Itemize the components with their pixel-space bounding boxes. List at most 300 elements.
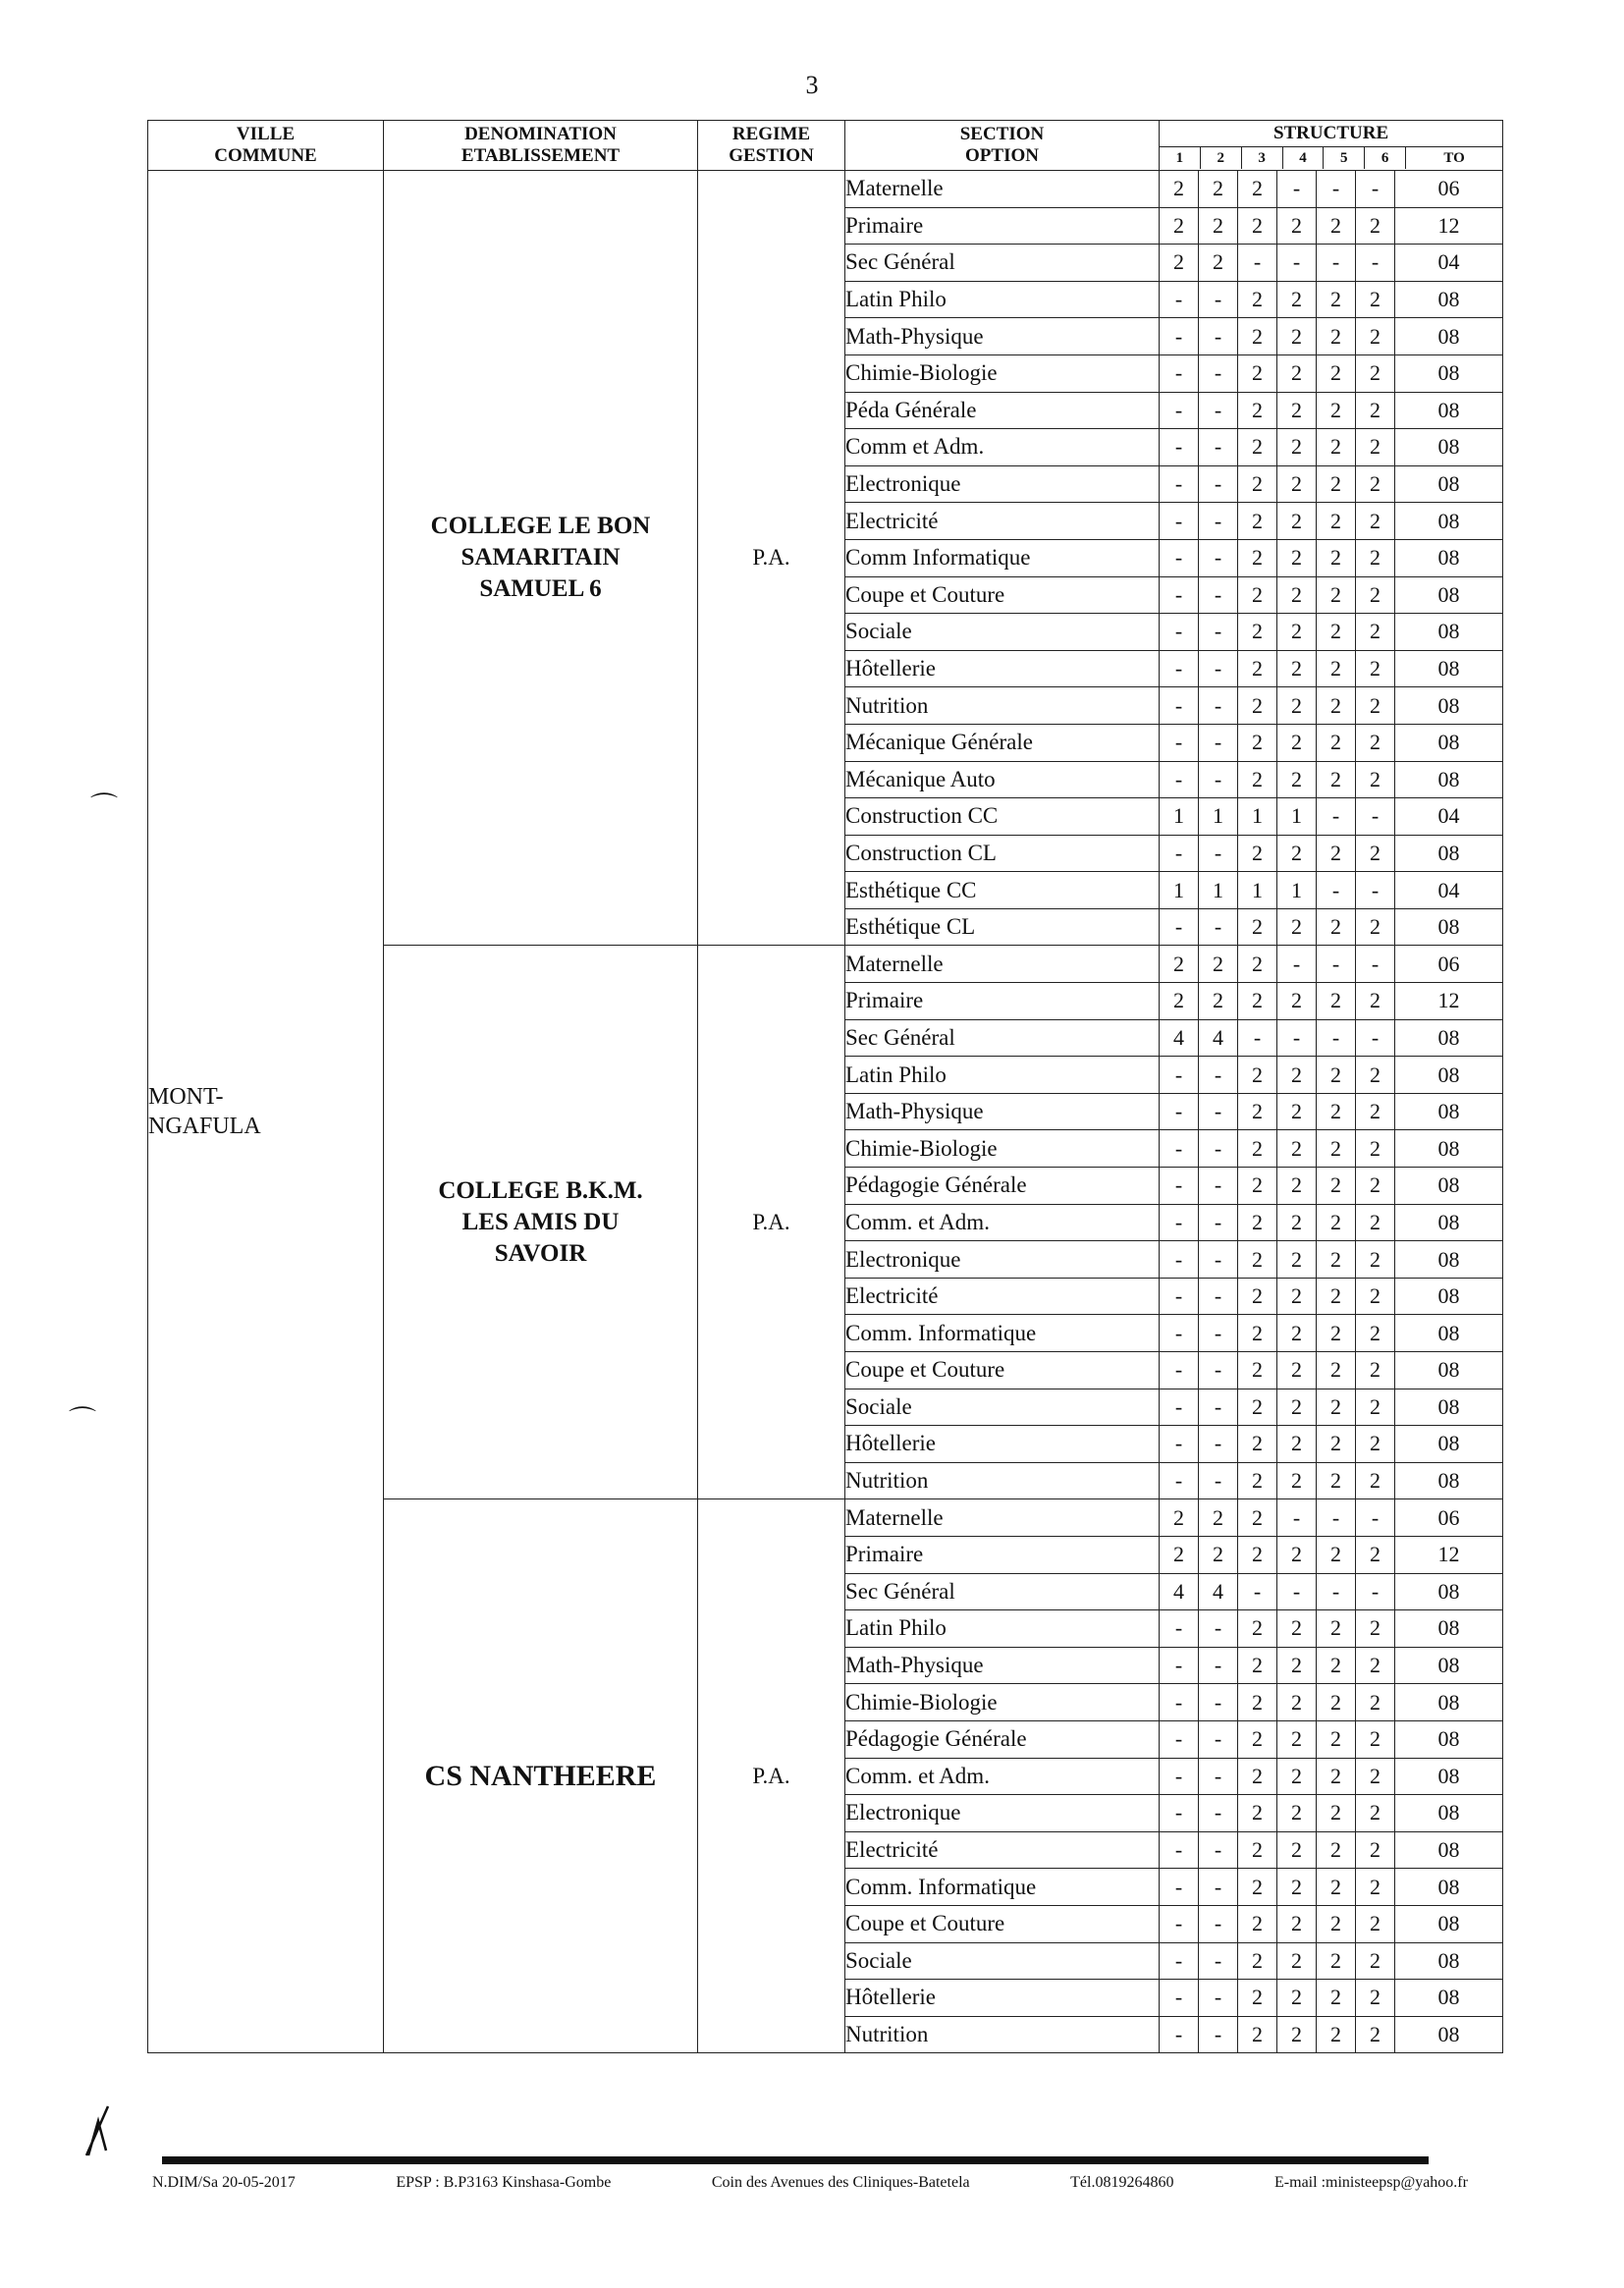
total-cell: 08 [1395, 908, 1503, 946]
structure-cell: - [1199, 1278, 1238, 1315]
structure-cell: 2 [1356, 1869, 1395, 1906]
structure-col-4: 4 [1283, 147, 1325, 169]
section-option: Chimie-Biologie [845, 1130, 1160, 1168]
structure-cell: - [1199, 1130, 1238, 1168]
structure-cell: 2 [1238, 1130, 1277, 1168]
structure-cell: 4 [1199, 1019, 1238, 1057]
section-option: Electricité [845, 503, 1160, 540]
structure-cell: 2 [1317, 1647, 1356, 1684]
section-option: Nutrition [845, 687, 1160, 725]
structure-cell: - [1277, 1499, 1317, 1537]
structure-cell: - [1160, 503, 1199, 540]
structure-cell: 2 [1356, 1536, 1395, 1573]
total-cell: 06 [1395, 1499, 1503, 1537]
structure-cell: 2 [1277, 1905, 1317, 1942]
total-cell: 08 [1395, 281, 1503, 318]
structure-cell: 2 [1238, 1942, 1277, 1980]
structure-cell: - [1356, 1499, 1395, 1537]
structure-cell: - [1277, 1019, 1317, 1057]
structure-cell: 2 [1356, 465, 1395, 503]
structure-cell: 2 [1277, 1241, 1317, 1279]
section-option: Esthétique CL [845, 908, 1160, 946]
structure-cell: 2 [1317, 835, 1356, 872]
structure-cell: - [1160, 724, 1199, 761]
table-header-row [148, 121, 1503, 171]
structure-cell: - [1199, 1426, 1238, 1463]
structure-cell: 2 [1356, 1389, 1395, 1426]
structure-cell: 2 [1356, 1647, 1395, 1684]
section-option: Coupe et Couture [845, 576, 1160, 614]
total-cell: 08 [1395, 1315, 1503, 1352]
structure-cell: 2 [1356, 429, 1395, 466]
structure-cell: - [1199, 465, 1238, 503]
structure-cell: 2 [1277, 983, 1317, 1020]
section-option: Sec Général [845, 1573, 1160, 1610]
structure-cell: - [1199, 1869, 1238, 1906]
structure-cell: - [1199, 1831, 1238, 1869]
total-cell: 08 [1395, 1795, 1503, 1832]
structure-cell: 2 [1277, 1869, 1317, 1906]
structure-cell: 2 [1277, 1204, 1317, 1241]
structure-cell: 2 [1317, 908, 1356, 946]
section-option: Maternelle [845, 946, 1160, 983]
section-option: Chimie-Biologie [845, 354, 1160, 392]
total-cell: 08 [1395, 539, 1503, 576]
school-name: COLLEGE LE BON SAMARITAIN SAMUEL 6 [384, 171, 698, 946]
structure-cell: 2 [1277, 687, 1317, 725]
structure-cell: - [1199, 1352, 1238, 1389]
structure-cell: 2 [1238, 207, 1277, 245]
structure-cell: - [1317, 1499, 1356, 1537]
structure-cell: - [1199, 1720, 1238, 1758]
structure-cell: - [1199, 1093, 1238, 1130]
structure-cell: 1 [1160, 798, 1199, 836]
total-cell: 08 [1395, 1573, 1503, 1610]
structure-cell: 2 [1356, 1426, 1395, 1463]
structure-cell: 2 [1238, 650, 1277, 687]
structure-cell: - [1160, 1278, 1199, 1315]
structure-cell: - [1199, 539, 1238, 576]
structure-cell: - [1160, 1720, 1199, 1758]
section-option: Hôtellerie [845, 1980, 1160, 2017]
total-cell: 04 [1395, 798, 1503, 836]
structure-cell: 2 [1238, 392, 1277, 429]
total-cell: 08 [1395, 1352, 1503, 1389]
structure-cell: 2 [1238, 318, 1277, 355]
structure-cell: - [1199, 1758, 1238, 1795]
structure-cell: 2 [1356, 1204, 1395, 1241]
structure-cell: 2 [1356, 650, 1395, 687]
structure-cell: - [1356, 1573, 1395, 1610]
structure-cell: 2 [1317, 576, 1356, 614]
total-cell: 08 [1395, 465, 1503, 503]
structure-col-2: 2 [1201, 147, 1242, 169]
structure-cell: 2 [1356, 354, 1395, 392]
structure-cell: - [1199, 650, 1238, 687]
structure-cell: 2 [1317, 614, 1356, 651]
structure-cell: 2 [1317, 1278, 1356, 1315]
structure-cell: - [1160, 1130, 1199, 1168]
structure-cell: 2 [1356, 1462, 1395, 1499]
structure-cell: 2 [1356, 1942, 1395, 1980]
section-option: Nutrition [845, 1462, 1160, 1499]
footer-street: Coin des Avenues des Cliniques-Batetela [711, 2174, 970, 2191]
total-cell: 08 [1395, 1278, 1503, 1315]
structure-cell: - [1238, 1573, 1277, 1610]
structure-cell: 2 [1317, 503, 1356, 540]
school-name: CS NANTHEERE [384, 1499, 698, 2053]
structure-cell: 2 [1317, 1315, 1356, 1352]
structure-cell: 2 [1317, 392, 1356, 429]
total-cell: 04 [1395, 245, 1503, 282]
structure-cell: - [1160, 539, 1199, 576]
section-option: Math-Physique [845, 1093, 1160, 1130]
structure-cell: - [1160, 1352, 1199, 1389]
structure-cell: 2 [1317, 1241, 1356, 1279]
structure-cell: - [1160, 614, 1199, 651]
section-option: Sec Général [845, 245, 1160, 282]
structure-cell: 2 [1277, 503, 1317, 540]
structure-cell: 2 [1277, 1426, 1317, 1463]
section-option: Mécanique Générale [845, 724, 1160, 761]
total-cell: 08 [1395, 835, 1503, 872]
structure-cell: - [1160, 1610, 1199, 1648]
section-option: Maternelle [845, 1499, 1160, 1537]
structure-cell: - [1199, 429, 1238, 466]
section-option: Comm. et Adm. [845, 1204, 1160, 1241]
structure-cell: 2 [1277, 318, 1317, 355]
structure-cell: 2 [1238, 503, 1277, 540]
section-option: Electricité [845, 1831, 1160, 1869]
structure-cell: 2 [1238, 1869, 1277, 1906]
section-option: Chimie-Biologie [845, 1684, 1160, 1721]
structure-cell: 2 [1317, 1204, 1356, 1241]
structure-cell: 2 [1277, 1980, 1317, 2017]
structure-cell: 2 [1356, 687, 1395, 725]
structure-cell: - [1160, 1831, 1199, 1869]
structure-cell: - [1199, 1204, 1238, 1241]
total-cell: 04 [1395, 872, 1503, 909]
regime-cell: P.A. [698, 171, 845, 946]
section-option: Math-Physique [845, 1647, 1160, 1684]
section-option: Sociale [845, 1942, 1160, 1980]
structure-cell: - [1356, 872, 1395, 909]
structure-cell: 1 [1277, 798, 1317, 836]
structure-cell: - [1199, 761, 1238, 798]
structure-cell: 1 [1238, 872, 1277, 909]
section-option: Comm. et Adm. [845, 1758, 1160, 1795]
structure-cell: 2 [1238, 1389, 1277, 1426]
structure-cell: 2 [1238, 1462, 1277, 1499]
structure-cell: - [1199, 503, 1238, 540]
structure-cell: - [1199, 576, 1238, 614]
structure-cell: 2 [1317, 281, 1356, 318]
total-cell: 08 [1395, 576, 1503, 614]
total-cell: 08 [1395, 1869, 1503, 1906]
structure-cell: - [1199, 1942, 1238, 1980]
structure-cell: 2 [1277, 465, 1317, 503]
structure-cell: 2 [1238, 1795, 1277, 1832]
header-denomination: DENOMINATION ETABLISSEMENT [384, 121, 698, 171]
structure-cell: 2 [1317, 724, 1356, 761]
structure-cell: 2 [1199, 245, 1238, 282]
structure-cell: - [1160, 1057, 1199, 1094]
structure-cell: - [1160, 392, 1199, 429]
structure-cell: 2 [1238, 429, 1277, 466]
section-option: Pédagogie Générale [845, 1168, 1160, 1205]
structure-cell: - [1160, 281, 1199, 318]
structure-cell: - [1199, 354, 1238, 392]
structure-cell: 2 [1238, 539, 1277, 576]
structure-cell: 2 [1317, 1831, 1356, 1869]
total-cell: 08 [1395, 1942, 1503, 1980]
structure-cell: - [1356, 946, 1395, 983]
section-option: Comm et Adm. [845, 429, 1160, 466]
structure-cell: - [1160, 1204, 1199, 1241]
header-regime: REGIME GESTION [698, 121, 845, 171]
structure-cell: 4 [1199, 1573, 1238, 1610]
section-option: Construction CL [845, 835, 1160, 872]
total-cell: 08 [1395, 503, 1503, 540]
structure-cell: - [1199, 318, 1238, 355]
structure-cell: 2 [1356, 1610, 1395, 1648]
structure-cell: 2 [1356, 1795, 1395, 1832]
total-cell: 08 [1395, 1720, 1503, 1758]
structure-cell: 2 [1277, 908, 1317, 946]
structure-cell: 2 [1317, 1905, 1356, 1942]
footer-email: E-mail :ministeepsp@yahoo.fr [1274, 2174, 1468, 2191]
structure-cell: 2 [1238, 724, 1277, 761]
total-cell: 12 [1395, 983, 1503, 1020]
structure-cell: 2 [1238, 908, 1277, 946]
section-option: Sociale [845, 1389, 1160, 1426]
structure-cell: 2 [1356, 1684, 1395, 1721]
structure-cell: 2 [1238, 1168, 1277, 1205]
structure-cell: 2 [1238, 614, 1277, 651]
section-option: Hôtellerie [845, 1426, 1160, 1463]
structure-cell: 2 [1277, 835, 1317, 872]
header-structure [1160, 121, 1503, 171]
structure-cell: 2 [1317, 1610, 1356, 1648]
page-number: 3 [805, 71, 819, 99]
structure-cell: - [1160, 576, 1199, 614]
structure-cell: - [1317, 872, 1356, 909]
structure-col-1: 1 [1160, 147, 1201, 169]
structure-cell: 2 [1238, 1499, 1277, 1537]
structure-cell: - [1317, 946, 1356, 983]
structure-cell: 2 [1356, 392, 1395, 429]
structure-cell: - [1199, 614, 1238, 651]
structure-cell: - [1199, 724, 1238, 761]
structure-col-6: 6 [1365, 147, 1406, 169]
structure-cell: 2 [1317, 650, 1356, 687]
structure-title: STRUCTURE [1160, 121, 1502, 147]
footer-ref: N.DIM/Sa 20-05-2017 [152, 2174, 296, 2191]
total-cell: 08 [1395, 687, 1503, 725]
structure-cell: - [1160, 1758, 1199, 1795]
structure-cell: 2 [1356, 318, 1395, 355]
structure-cell: 2 [1238, 1315, 1277, 1352]
structure-cell: 2 [1199, 1536, 1238, 1573]
regime-cell: P.A. [698, 1499, 845, 2053]
structure-cell: - [1160, 354, 1199, 392]
structure-cell: 2 [1356, 1130, 1395, 1168]
footer-rule [162, 2156, 1429, 2164]
table-body [148, 171, 1503, 2053]
structure-cell: - [1199, 1168, 1238, 1205]
structure-cell: 2 [1277, 1795, 1317, 1832]
structure-cell: 2 [1317, 1389, 1356, 1426]
total-cell: 08 [1395, 1019, 1503, 1057]
structure-cell: 2 [1277, 1758, 1317, 1795]
structure-cell: 2 [1356, 1905, 1395, 1942]
structure-cell: 2 [1238, 1610, 1277, 1648]
structure-cell: 2 [1317, 354, 1356, 392]
section-option: Electronique [845, 465, 1160, 503]
structure-columns [1160, 147, 1502, 169]
structure-cell: 2 [1238, 1057, 1277, 1094]
structure-cell: 2 [1277, 1684, 1317, 1721]
structure-cell: - [1356, 798, 1395, 836]
section-option: Comm. Informatique [845, 1315, 1160, 1352]
structure-cell: 2 [1238, 687, 1277, 725]
total-cell: 08 [1395, 1684, 1503, 1721]
total-cell: 08 [1395, 1057, 1503, 1094]
structure-cell: - [1199, 1315, 1238, 1352]
section-option: Math-Physique [845, 318, 1160, 355]
total-cell: 08 [1395, 650, 1503, 687]
section-option: Primaire [845, 983, 1160, 1020]
total-cell: 08 [1395, 1241, 1503, 1279]
section-option: Latin Philo [845, 1057, 1160, 1094]
structure-cell: - [1199, 1610, 1238, 1648]
structure-cell: - [1160, 1168, 1199, 1205]
total-cell: 08 [1395, 1980, 1503, 2017]
structure-cell: 2 [1356, 835, 1395, 872]
structure-cell: 2 [1238, 171, 1277, 208]
structure-cell: 2 [1356, 1057, 1395, 1094]
footer [152, 2174, 1468, 2192]
total-cell: 08 [1395, 1905, 1503, 1942]
section-option: Coupe et Couture [845, 1352, 1160, 1389]
structure-cell: 2 [1277, 724, 1317, 761]
structure-cell: 2 [1277, 1389, 1317, 1426]
structure-cell: 2 [1199, 983, 1238, 1020]
city-cell: MONT- NGAFULA [148, 171, 384, 2053]
total-cell: 08 [1395, 1758, 1503, 1795]
structure-cell: 2 [1277, 1831, 1317, 1869]
structure-cell: - [1199, 281, 1238, 318]
total-cell: 08 [1395, 1168, 1503, 1205]
structure-cell: 2 [1317, 465, 1356, 503]
structure-cell: 2 [1356, 1278, 1395, 1315]
structure-cell: 2 [1356, 1831, 1395, 1869]
structure-cell: 2 [1199, 946, 1238, 983]
structure-cell: 2 [1160, 245, 1199, 282]
structure-cell: 2 [1238, 2016, 1277, 2053]
structure-cell: - [1199, 687, 1238, 725]
structure-cell: 2 [1238, 1352, 1277, 1389]
structure-cell: - [1199, 1647, 1238, 1684]
structure-cell: 2 [1277, 1647, 1317, 1684]
section-option: Construction CC [845, 798, 1160, 836]
structure-cell: 2 [1317, 687, 1356, 725]
structure-cell: 2 [1317, 1168, 1356, 1205]
structure-cell: 2 [1238, 354, 1277, 392]
structure-cell: 2 [1238, 465, 1277, 503]
structure-cell: 2 [1277, 1278, 1317, 1315]
structure-cell: 2 [1277, 614, 1317, 651]
footer-address: EPSP : B.P3163 Kinshasa-Gombe [396, 2174, 612, 2191]
structure-cell: 2 [1238, 1758, 1277, 1795]
section-option: Latin Philo [845, 281, 1160, 318]
structure-cell: 2 [1317, 1720, 1356, 1758]
structure-cell: 2 [1317, 1536, 1356, 1573]
structure-cell: - [1160, 2016, 1199, 2053]
structure-cell: 2 [1356, 281, 1395, 318]
structure-cell: 2 [1160, 1536, 1199, 1573]
structure-cell: 2 [1356, 1980, 1395, 2017]
structure-cell: 2 [1277, 576, 1317, 614]
header-section: SECTION OPTION [845, 121, 1160, 171]
structure-cell: - [1199, 2016, 1238, 2053]
structure-cell: 2 [1277, 1536, 1317, 1573]
structure-cell: 2 [1317, 983, 1356, 1020]
total-cell: 08 [1395, 318, 1503, 355]
structure-cell: 2 [1160, 1499, 1199, 1537]
total-cell: 08 [1395, 1426, 1503, 1463]
total-cell: 08 [1395, 429, 1503, 466]
structure-cell: 2 [1317, 1426, 1356, 1463]
section-option: Comm Informatique [845, 539, 1160, 576]
structure-cell: - [1160, 1795, 1199, 1832]
structure-cell: 2 [1317, 761, 1356, 798]
structure-cell: 2 [1317, 1869, 1356, 1906]
structure-cell: 2 [1238, 983, 1277, 1020]
structure-cell: 1 [1277, 872, 1317, 909]
structure-cell: 2 [1160, 207, 1199, 245]
structure-cell: - [1160, 1647, 1199, 1684]
structure-cell: - [1317, 1019, 1356, 1057]
structure-cell: 2 [1317, 1130, 1356, 1168]
section-option: Nutrition [845, 2016, 1160, 2053]
structure-cell: 2 [1277, 207, 1317, 245]
regime-cell: P.A. [698, 946, 845, 1499]
structure-cell: - [1317, 798, 1356, 836]
structure-cell: 2 [1356, 207, 1395, 245]
structure-cell: - [1199, 1057, 1238, 1094]
structure-cell: - [1199, 1241, 1238, 1279]
structure-cell: 2 [1277, 761, 1317, 798]
structure-cell: 2 [1317, 318, 1356, 355]
structure-cell: 2 [1317, 1462, 1356, 1499]
structure-cell: 2 [1277, 1942, 1317, 1980]
structure-cell: 2 [1356, 1241, 1395, 1279]
structure-cell: 2 [1277, 1315, 1317, 1352]
structure-cell: - [1160, 908, 1199, 946]
structure-cell: - [1160, 1093, 1199, 1130]
structure-cell: 2 [1238, 1241, 1277, 1279]
section-option: Latin Philo [845, 1610, 1160, 1648]
total-cell: 06 [1395, 171, 1503, 208]
structure-cell: - [1199, 908, 1238, 946]
structure-cell: 2 [1277, 1352, 1317, 1389]
structure-cell: - [1160, 650, 1199, 687]
section-option: Primaire [845, 207, 1160, 245]
structure-cell: 2 [1238, 1536, 1277, 1573]
structure-cell: 2 [1277, 429, 1317, 466]
structure-cell: 2 [1238, 1831, 1277, 1869]
